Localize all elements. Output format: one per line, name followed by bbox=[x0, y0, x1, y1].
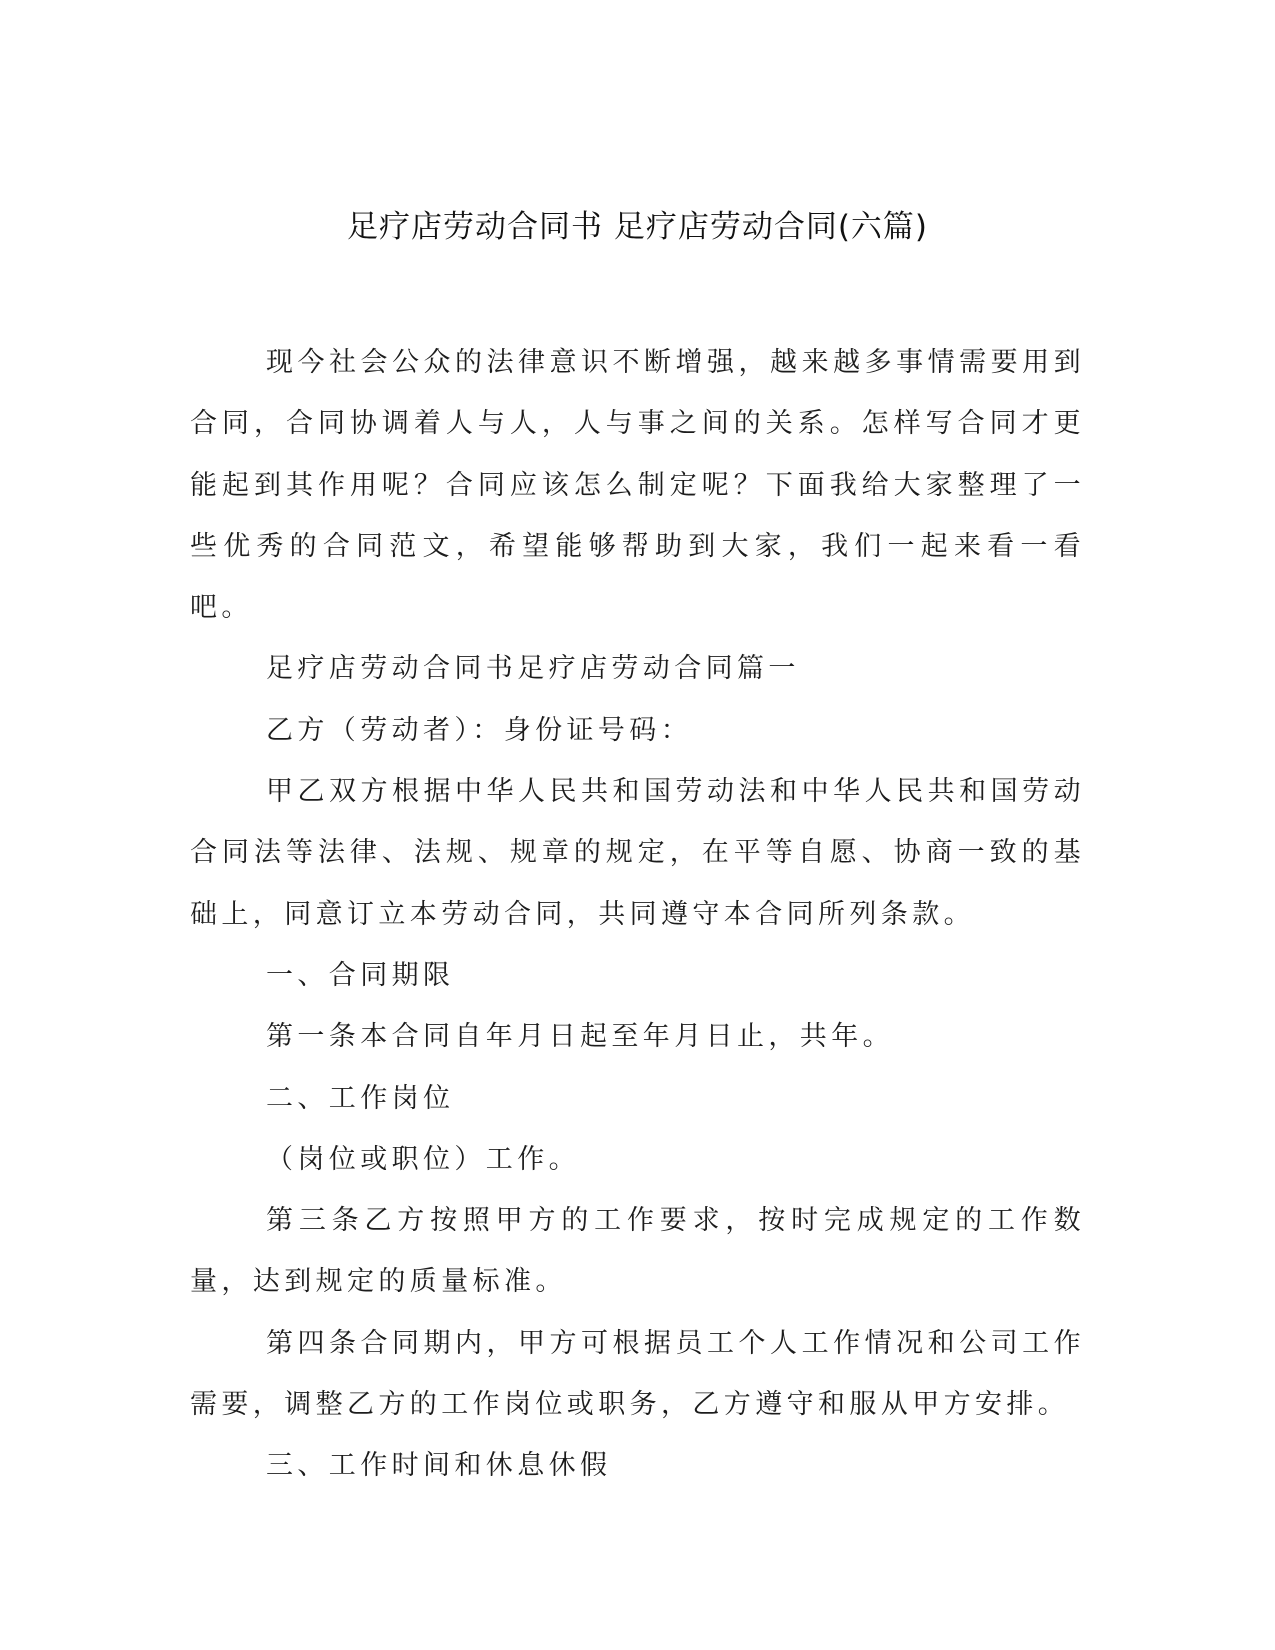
article-three: 第三条乙方按照甲方的工作要求，按时完成规定的工作数量，达到规定的质量标准。 bbox=[190, 1205, 1085, 1298]
heading-working-hours: 三、工作时间和休息休假 bbox=[266, 1450, 612, 1482]
section-heading-part-one: 足疗店劳动合同书足疗店劳动合同篇一 bbox=[266, 653, 800, 685]
article-four: 第四条合同期内，甲方可根据员工个人工作情况和公司工作需要，调整乙方的工作岗位或职务，乙方遵守和服从甲方安排。 bbox=[190, 1327, 1085, 1421]
document-title: 足疗店劳动合同书 足疗店劳动合同(六篇) bbox=[346, 209, 929, 245]
agreement-paragraph: 甲乙双方根据中华人民共和国劳动法和中华人民共和国劳动合同法等法律、法规、规章的规定，在平等自愿、协商一致的基础上，同意订立本劳动合同，共同遵守本合同所列条款。 bbox=[190, 776, 1085, 930]
party-b-line: 乙方（劳动者）：身份证号码： bbox=[266, 714, 693, 746]
position-line: （岗位或职位）工作。 bbox=[266, 1143, 580, 1175]
article-one: 第一条本合同自年月日起至年月日止，共年。 bbox=[266, 1021, 894, 1053]
intro-paragraph: 现今社会公众的法律意识不断增强，越来越多事情需要用到合同，合同协调着人与人，人与事之间的关系。怎样写合同才更能起到其作用呢？合同应该怎么制定呢？下面我给大家整理了一些优秀的合同范文，希望能够帮助到大家，我们一起来看一看吧。 bbox=[190, 347, 1085, 624]
heading-work-position: 二、工作岗位 bbox=[266, 1082, 455, 1114]
heading-contract-term: 一、合同期限 bbox=[266, 959, 455, 991]
document-body bbox=[190, 332, 1085, 1497]
